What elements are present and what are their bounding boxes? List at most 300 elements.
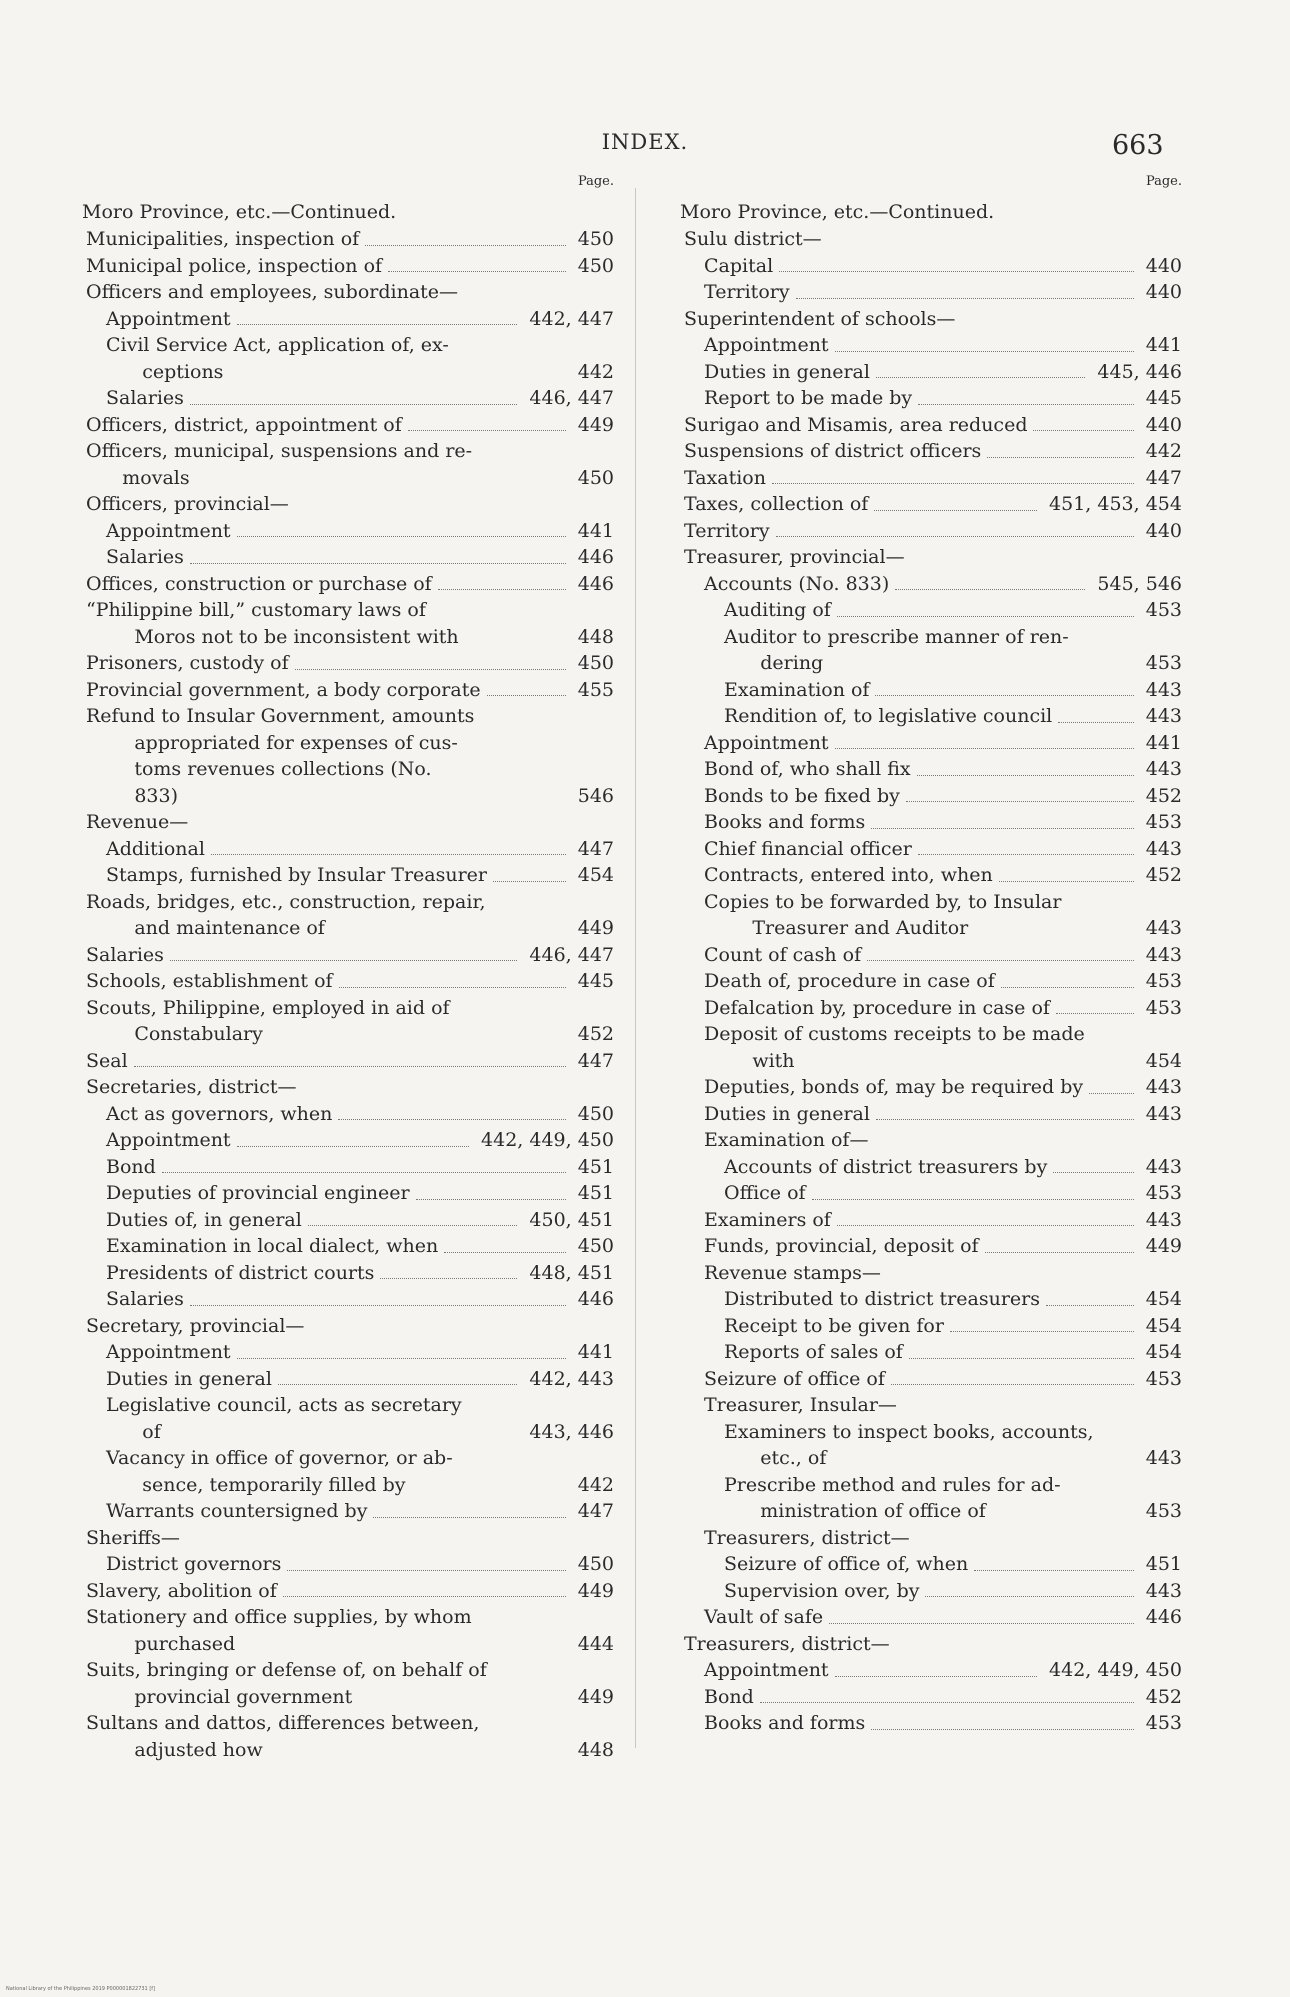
index-entry <box>680 1154 1182 1181</box>
page-reference: 454 <box>1145 1288 1182 1310</box>
index-entry <box>82 1525 614 1552</box>
index-entry <box>680 1207 1182 1234</box>
index-entry <box>680 571 1182 598</box>
index-entry <box>680 1127 1182 1154</box>
entry-text: Sheriffs— <box>86 1526 180 1549</box>
dot-leader <box>985 1252 1134 1253</box>
page-reference: 443 <box>1145 1102 1182 1125</box>
entry-text: Offices, construction or purchase of <box>86 572 432 595</box>
entry-text: Vacancy in office of governor, or ab- sence, temporarily filled by <box>106 1447 453 1496</box>
entry-text: Deposit of customs receipts to be made with <box>704 1023 1085 1072</box>
entry-text: Superintendent of schools— <box>684 307 956 330</box>
entry-text: Appointment <box>106 307 231 330</box>
page-reference: 454 <box>577 864 614 886</box>
entry-text: Officers, provincial— <box>86 493 289 515</box>
dot-leader <box>835 351 1134 352</box>
page-reference: 440 <box>1145 519 1182 542</box>
dot-leader <box>1053 1172 1133 1173</box>
page-reference: 440 <box>1145 254 1182 277</box>
entry-text: Office of <box>724 1182 806 1204</box>
dot-leader <box>974 1570 1133 1571</box>
entry-text: Auditor to prescribe manner of ren- dering <box>724 625 1069 674</box>
entry-text: Books and forms <box>704 1712 866 1734</box>
entry-text: Slavery, abolition of <box>86 1579 277 1602</box>
page-reference: 453 <box>1145 811 1182 833</box>
index-entry <box>82 995 614 1048</box>
dot-leader <box>950 1331 1134 1332</box>
entry-text: Duties in general <box>704 1102 870 1125</box>
dot-leader <box>365 245 566 246</box>
index-entry <box>680 1101 1182 1128</box>
page-reference: 441 <box>577 1341 614 1363</box>
entry-text: Taxes, collection of <box>684 493 869 515</box>
page-reference: 453 <box>1145 1712 1182 1734</box>
dot-leader <box>444 1252 566 1253</box>
page-reference: 443, 446 <box>529 1420 614 1443</box>
dot-leader <box>909 1358 1134 1359</box>
page-reference: 450 <box>577 466 614 489</box>
page-reference: 448, 451 <box>529 1261 614 1284</box>
entry-text: Accounts (No. 833) <box>704 572 890 595</box>
entry-text: Treasurer, Insular— <box>704 1394 897 1416</box>
page-reference: 453 <box>1145 1500 1182 1522</box>
index-entry <box>680 1233 1182 1260</box>
dot-leader <box>1058 722 1134 723</box>
entry-text: Chief financial officer <box>704 837 912 860</box>
entry-text: Examiners of <box>704 1208 831 1231</box>
entry-text: Bond of, who shall fix <box>704 758 911 780</box>
entry-text: “Philippine bill,” customary laws of Moros not to be inconsistent with <box>86 599 459 648</box>
entry-text: Deputies of provincial engineer <box>106 1182 410 1204</box>
entry-text: Municipal police, inspection of <box>86 254 383 277</box>
entry-text: Receipt to be given for <box>724 1314 944 1337</box>
index-entry <box>680 1366 1182 1393</box>
page-reference: 443 <box>1145 837 1182 860</box>
entry-text: Officers, district, appointment of <box>86 413 402 436</box>
page-reference: 448 <box>577 1738 614 1761</box>
index-entry <box>680 836 1182 863</box>
dot-leader <box>339 987 566 988</box>
dot-leader <box>925 1596 1133 1597</box>
dot-leader <box>237 1358 566 1359</box>
entry-text: Appointment <box>106 1129 231 1151</box>
page-reference: 447 <box>577 1049 614 1072</box>
dot-leader <box>438 589 566 590</box>
entry-text: Prisoners, custody of <box>86 652 289 674</box>
page-reference: 453 <box>1145 1182 1182 1204</box>
entry-list <box>82 226 614 1763</box>
dot-leader <box>493 881 566 882</box>
entry-text: Defalcation by, procedure in case of <box>704 996 1050 1019</box>
entry-text: Territory <box>684 519 770 542</box>
entry-text: Vault of safe <box>704 1606 824 1628</box>
index-entry <box>680 1286 1182 1313</box>
entry-text: Funds, provincial, deposit of <box>704 1235 979 1257</box>
entry-text: Duties in general <box>704 360 870 383</box>
page-reference: 447 <box>1145 466 1182 489</box>
index-entry <box>82 836 614 863</box>
page-number: 663 <box>1112 130 1164 161</box>
dot-leader <box>408 430 566 431</box>
index-entry <box>82 1710 614 1763</box>
entry-text: Suits, bringing or defense of, on behalf of provincial government <box>86 1659 487 1708</box>
dot-leader <box>875 695 1133 696</box>
index-entry <box>82 438 614 491</box>
page-reference: 450 <box>577 1102 614 1125</box>
dot-leader <box>211 854 566 855</box>
index-entry <box>680 1472 1182 1525</box>
column-heading: Moro Province, etc.—Continued. <box>82 201 397 223</box>
index-entry <box>82 1074 614 1101</box>
index-entry <box>680 1657 1182 1684</box>
index-entry <box>680 703 1182 730</box>
entry-text: Examination of <box>724 678 870 701</box>
page-reference: 449 <box>577 413 614 436</box>
page-reference: 441 <box>577 519 614 542</box>
index-column-right <box>680 174 1182 1737</box>
index-entry <box>680 1604 1182 1631</box>
entry-text: Sulu district— <box>684 228 822 250</box>
index-entry <box>82 1445 614 1498</box>
page-reference: 450 <box>577 1553 614 1575</box>
page-reference: 453 <box>1145 970 1182 992</box>
entry-text: Revenue— <box>86 811 189 833</box>
entry-text: Report to be made by <box>704 387 913 409</box>
page-reference: 440 <box>1145 413 1182 436</box>
page-reference: 449 <box>577 1579 614 1602</box>
dot-leader <box>237 1146 469 1147</box>
running-header-title: INDEX. <box>601 130 689 154</box>
index-entry <box>82 491 614 518</box>
index-entry <box>680 756 1182 783</box>
index-entry <box>82 889 614 942</box>
index-entry <box>82 1286 614 1313</box>
page-reference: 446 <box>577 546 614 568</box>
index-entry <box>680 1392 1182 1419</box>
entry-text: Examination of— <box>704 1129 869 1151</box>
dot-leader <box>906 801 1134 802</box>
entry-text: Salaries <box>86 943 164 966</box>
page-reference: 453 <box>1145 599 1182 621</box>
dot-leader <box>1056 1013 1134 1014</box>
index-entry <box>680 809 1182 836</box>
dot-leader <box>776 536 1134 537</box>
index-entry <box>82 226 614 253</box>
column-heading: Moro Province, etc.—Continued. <box>680 201 995 223</box>
entry-text: Seizure of office of <box>704 1367 885 1390</box>
entry-text: Deputies, bonds of, may be required by <box>704 1076 1084 1098</box>
page-reference: 443 <box>1145 1447 1182 1469</box>
index-entry <box>82 1498 614 1525</box>
index-entry <box>82 1392 614 1445</box>
index-entry <box>680 1180 1182 1207</box>
entry-text: Capital <box>704 254 774 277</box>
library-footer: National Library of the Philippines 2019 P000001822731 [f] <box>6 1986 155 1992</box>
index-entry <box>680 1551 1182 1578</box>
index-entry <box>680 1339 1182 1366</box>
dot-leader <box>812 1199 1134 1200</box>
page-reference: 442, 449, 450 <box>1049 1659 1182 1681</box>
dot-leader <box>918 854 1134 855</box>
entry-text: Legislative council, acts as secretary of <box>106 1394 462 1443</box>
page-reference: 452 <box>1145 784 1182 807</box>
index-entry <box>82 1127 614 1154</box>
entry-text: Bond <box>106 1155 156 1178</box>
entry-text: Books and forms <box>704 811 866 833</box>
page-reference: 450 <box>577 254 614 277</box>
index-entry <box>82 1048 614 1075</box>
entry-text: Seal <box>86 1049 128 1072</box>
entry-text: Stationery and office supplies, by whom purchased <box>86 1606 472 1655</box>
dot-leader <box>760 1702 1134 1703</box>
entry-text: District governors <box>106 1553 282 1575</box>
index-entry <box>680 332 1182 359</box>
index-entry <box>82 1551 614 1578</box>
dot-leader <box>837 616 1134 617</box>
page-reference: 447 <box>577 1500 614 1522</box>
dot-leader <box>891 1384 1134 1385</box>
index-entry <box>82 677 614 704</box>
entry-text: Refund to Insular Government, amounts appropriated for expenses of cus- toms revenues collections (No. 833) <box>86 705 475 807</box>
page-column-label: Page. <box>1145 174 1182 189</box>
page-reference: 452 <box>1145 864 1182 886</box>
column-divider <box>635 188 636 1748</box>
dot-leader <box>287 1570 565 1571</box>
dot-leader <box>876 377 1085 378</box>
index-entry <box>680 465 1182 492</box>
index-entry <box>82 306 614 333</box>
dot-leader <box>987 457 1133 458</box>
index-entry <box>680 1525 1182 1552</box>
entry-text: Appointment <box>704 334 829 356</box>
index-entry <box>680 1710 1182 1737</box>
page-reference: 451 <box>577 1182 614 1204</box>
page-reference: 446 <box>577 572 614 595</box>
index-entry <box>680 438 1182 465</box>
index-column-left <box>82 174 614 1763</box>
index-entry <box>82 1339 614 1366</box>
index-entry <box>680 1631 1182 1658</box>
dot-leader <box>416 1199 566 1200</box>
entry-text: Bond <box>704 1685 754 1708</box>
index-entry <box>82 968 614 995</box>
dot-leader <box>835 1676 1037 1677</box>
entry-text: Appointment <box>704 731 829 754</box>
index-entry <box>82 1578 614 1605</box>
page-reference: 446, 447 <box>529 387 614 409</box>
entry-text: Taxation <box>684 466 766 489</box>
index-entry <box>680 544 1182 571</box>
page-reference: 446 <box>1145 1606 1182 1628</box>
page-reference: 441 <box>1145 334 1182 356</box>
page-reference: 449 <box>577 1685 614 1708</box>
index-entry <box>680 1074 1182 1101</box>
entry-text: Treasurer, provincial— <box>684 546 905 568</box>
index-entry <box>680 968 1182 995</box>
page-reference: 446, 447 <box>529 943 614 966</box>
index-entry <box>82 809 614 836</box>
dot-leader <box>918 404 1134 405</box>
page-reference: 453 <box>1145 996 1182 1019</box>
page-reference: 450, 451 <box>529 1208 614 1231</box>
page-reference: 443 <box>1145 1579 1182 1602</box>
index-entry <box>680 1419 1182 1472</box>
page-reference: 453 <box>1145 652 1182 674</box>
page-reference: 446 <box>577 1288 614 1310</box>
dot-leader <box>190 404 517 405</box>
entry-text: Examiners to inspect books, accounts, etc., of <box>724 1420 1094 1469</box>
entry-text: Appointment <box>704 1659 829 1681</box>
entry-text: Death of, procedure in case of <box>704 970 995 992</box>
entry-text: Secretaries, district— <box>86 1076 297 1098</box>
dot-leader <box>487 695 566 696</box>
entry-text: Schools, establishment of <box>86 970 333 992</box>
entry-text: Duties in general <box>106 1367 272 1390</box>
dot-leader <box>170 960 517 961</box>
page-reference: 451, 453, 454 <box>1049 493 1182 515</box>
dot-leader <box>283 1596 566 1597</box>
page-reference: 442 <box>577 360 614 383</box>
entry-text: Civil Service Act, application of, ex- ceptions <box>106 334 449 383</box>
page-reference: 455 <box>577 678 614 701</box>
index-entry <box>680 995 1182 1022</box>
entry-text: Stamps, furnished by Insular Treasurer <box>106 864 488 886</box>
page-reference: 449 <box>1145 1235 1182 1257</box>
index-entry <box>82 544 614 571</box>
index-entry <box>680 253 1182 280</box>
index-entry <box>82 597 614 650</box>
page-reference: 445 <box>577 970 614 992</box>
index-entry <box>82 862 614 889</box>
page-reference: 453 <box>1145 1367 1182 1390</box>
page-reference: 443 <box>1145 705 1182 727</box>
index-entry <box>680 306 1182 333</box>
dot-leader <box>895 589 1085 590</box>
entry-text: Examination in local dialect, when <box>106 1235 439 1257</box>
index-entry <box>82 1366 614 1393</box>
dot-leader <box>1001 987 1134 988</box>
entry-text: Salaries <box>106 1288 184 1310</box>
index-entry <box>680 1021 1182 1074</box>
entry-text: Warrants countersigned by <box>106 1500 368 1522</box>
entry-text: Suspensions of district officers <box>684 440 982 462</box>
index-entry <box>82 1260 614 1287</box>
page-reference: 442, 449, 450 <box>481 1129 614 1151</box>
index-entry <box>680 862 1182 889</box>
dot-leader <box>1089 1093 1134 1094</box>
index-entry <box>82 1313 614 1340</box>
entry-text: Treasurers, district— <box>704 1526 910 1549</box>
index-entry <box>680 942 1182 969</box>
page-column-label: Page. <box>577 174 614 189</box>
index-entry <box>680 677 1182 704</box>
index-entry <box>82 942 614 969</box>
page-reference: 443 <box>1145 678 1182 701</box>
page-reference: 451 <box>1145 1553 1182 1575</box>
entry-text: Presidents of district courts <box>106 1261 375 1284</box>
entry-text: Prescribe method and rules for ad- ministration of office of <box>724 1473 1061 1522</box>
dot-leader <box>162 1172 566 1173</box>
page-reference: 454 <box>1145 1314 1182 1337</box>
entry-text: Officers, municipal, suspensions and re- movals <box>86 440 473 489</box>
page-reference: 444 <box>577 1632 614 1655</box>
index-entry <box>82 571 614 598</box>
entry-text: Copies to be forwarded by, to Insular Treasurer and Auditor <box>704 890 1062 939</box>
page-reference: 448 <box>577 625 614 648</box>
entry-text: Roads, bridges, etc., construction, repair, and maintenance of <box>86 890 486 939</box>
page-reference: 454 <box>1145 1049 1182 1072</box>
dot-leader <box>796 298 1134 299</box>
entry-text: Sultans and dattos, differences between, adjusted how <box>86 1712 480 1761</box>
index-entry <box>82 253 614 280</box>
index-entry <box>82 1180 614 1207</box>
index-entry <box>82 1154 614 1181</box>
index-entry <box>82 650 614 677</box>
index-entry <box>82 518 614 545</box>
page-reference: 454 <box>1145 1341 1182 1363</box>
dot-leader <box>874 510 1037 511</box>
dot-leader <box>380 1278 517 1279</box>
index-entry <box>680 1260 1182 1287</box>
page-reference: 440 <box>1145 281 1182 303</box>
entry-text: Salaries <box>106 387 184 409</box>
page-reference: 450 <box>577 1235 614 1257</box>
entry-text: Treasurers, district— <box>684 1632 890 1655</box>
page-reference: 450 <box>577 652 614 674</box>
index-entry <box>680 783 1182 810</box>
index-entry <box>680 1313 1182 1340</box>
index-entry <box>82 385 614 412</box>
page-reference: 445, 446 <box>1097 360 1182 383</box>
dot-leader <box>917 775 1134 776</box>
index-entry <box>82 279 614 306</box>
page-reference: 442 <box>1145 440 1182 462</box>
index-entry <box>680 518 1182 545</box>
entry-text: Bonds to be fixed by <box>704 784 900 807</box>
index-entry <box>680 359 1182 386</box>
page-reference: 443 <box>1145 758 1182 780</box>
dot-leader <box>190 563 566 564</box>
dot-leader <box>388 271 566 272</box>
index-entry <box>82 1101 614 1128</box>
index-entry <box>82 412 614 439</box>
entry-list <box>680 226 1182 1737</box>
page-reference: 451 <box>577 1155 614 1178</box>
dot-leader <box>190 1305 566 1306</box>
entry-text: Duties of, in general <box>106 1208 302 1231</box>
index-entry <box>680 1684 1182 1711</box>
page-reference: 443 <box>1145 1076 1182 1098</box>
dot-leader <box>779 271 1134 272</box>
entry-text: Scouts, Philippine, employed in aid of Constabulary <box>86 996 450 1045</box>
index-entry <box>680 412 1182 439</box>
index-entry <box>680 385 1182 412</box>
entry-text: Additional <box>106 837 205 860</box>
dot-leader <box>278 1384 517 1385</box>
dot-leader <box>237 536 566 537</box>
page-reference: 447 <box>577 837 614 860</box>
page-reference: 449 <box>577 917 614 939</box>
entry-text: Auditing of <box>724 599 831 621</box>
dot-leader <box>1033 430 1133 431</box>
dot-leader <box>871 1729 1134 1730</box>
dot-leader <box>867 960 1134 961</box>
dot-leader <box>829 1623 1134 1624</box>
page-reference: 442, 447 <box>529 307 614 330</box>
entry-text: Seizure of office of, when <box>724 1553 969 1575</box>
index-entry <box>680 730 1182 757</box>
entry-text: Supervision over, by <box>724 1579 920 1602</box>
